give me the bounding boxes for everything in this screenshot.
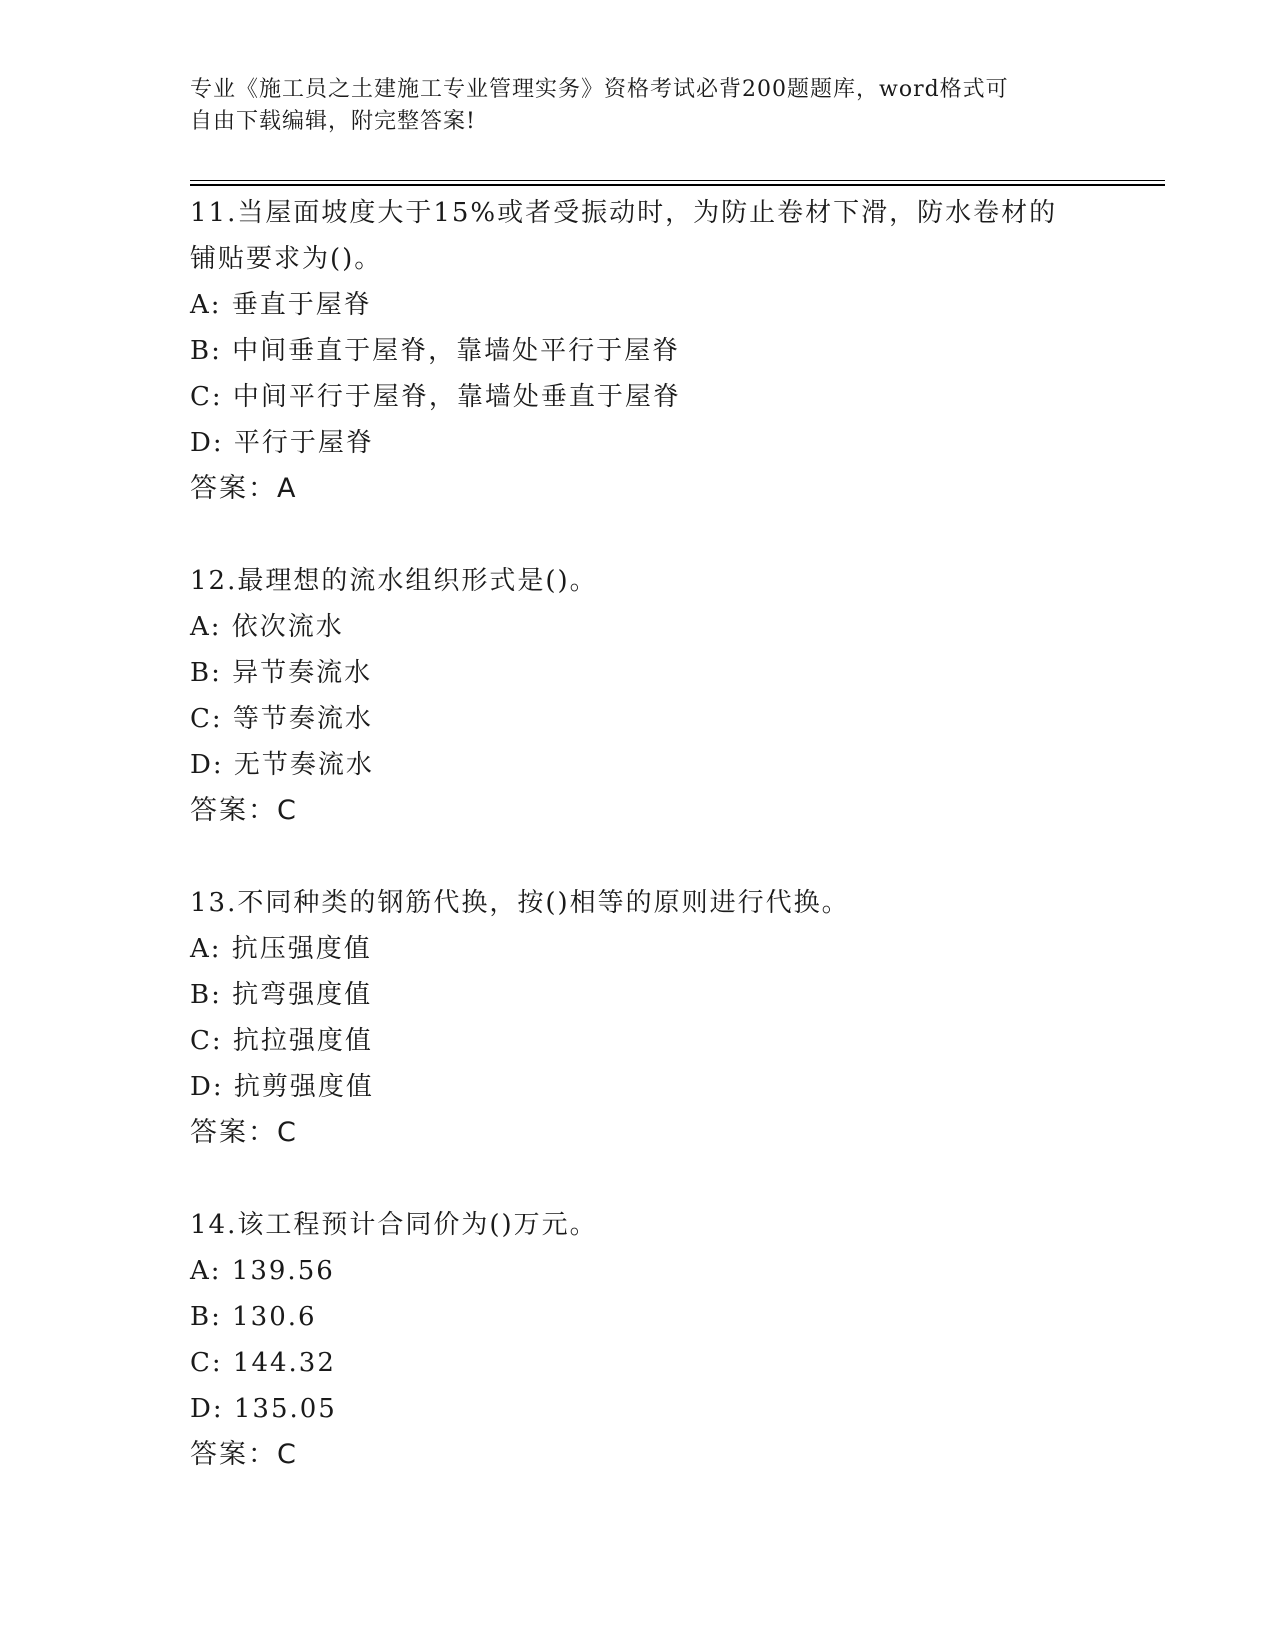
- question-11: [190, 190, 1090, 512]
- answer: 答案：C: [190, 795, 298, 826]
- question-stem: 12.最理想的流水组织形式是()。: [190, 566, 598, 596]
- option-a: A: 139.56: [190, 1256, 335, 1286]
- option-b: B: 中间垂直于屋脊，靠墙处平行于屋脊: [190, 336, 681, 366]
- answer: 答案：C: [190, 1117, 298, 1148]
- question-stem-continued: 铺贴要求为()。: [190, 244, 383, 274]
- question-12: [190, 558, 1090, 834]
- option-d: D: 平行于屋脊: [190, 428, 374, 458]
- question-stem: 11.当屋面坡度大于15%或者受振动时，为防止卷材下滑，防水卷材的: [190, 198, 1058, 228]
- header-line-2: 自由下载编辑，附完整答案!: [190, 109, 476, 134]
- option-c: C: 抗拉强度值: [190, 1026, 373, 1056]
- document-header: [190, 74, 1090, 138]
- option-b: B: 抗弯强度值: [190, 980, 373, 1010]
- option-d: D: 135.05: [190, 1394, 337, 1424]
- question-13: [190, 880, 1090, 1156]
- option-b: B: 130.6: [190, 1302, 317, 1332]
- answer: 答案：C: [190, 1439, 298, 1470]
- option-b: B: 异节奏流水: [190, 658, 373, 688]
- option-c: C: 中间平行于屋脊，靠墙处垂直于屋脊: [190, 382, 681, 412]
- option-d: D: 抗剪强度值: [190, 1072, 374, 1102]
- option-c: C: 等节奏流水: [190, 704, 373, 734]
- option-c: C: 144.32: [190, 1348, 336, 1378]
- option-a: A: 依次流水: [190, 612, 344, 642]
- question-stem: 14.该工程预计合同价为()万元。: [190, 1210, 598, 1240]
- option-d: D: 无节奏流水: [190, 750, 374, 780]
- answer: 答案：A: [190, 473, 298, 504]
- option-a: A: 垂直于屋脊: [190, 290, 372, 320]
- question-14: [190, 1202, 1090, 1478]
- header-line-1: 专业《施工员之土建施工专业管理实务》资格考试必背200题题库，word格式可: [190, 77, 1009, 102]
- option-a: A: 抗压强度值: [190, 934, 372, 964]
- question-stem: 13.不同种类的钢筋代换，按()相等的原则进行代换。: [190, 888, 850, 918]
- question-list: [190, 190, 1090, 1478]
- header-divider: [190, 180, 1165, 186]
